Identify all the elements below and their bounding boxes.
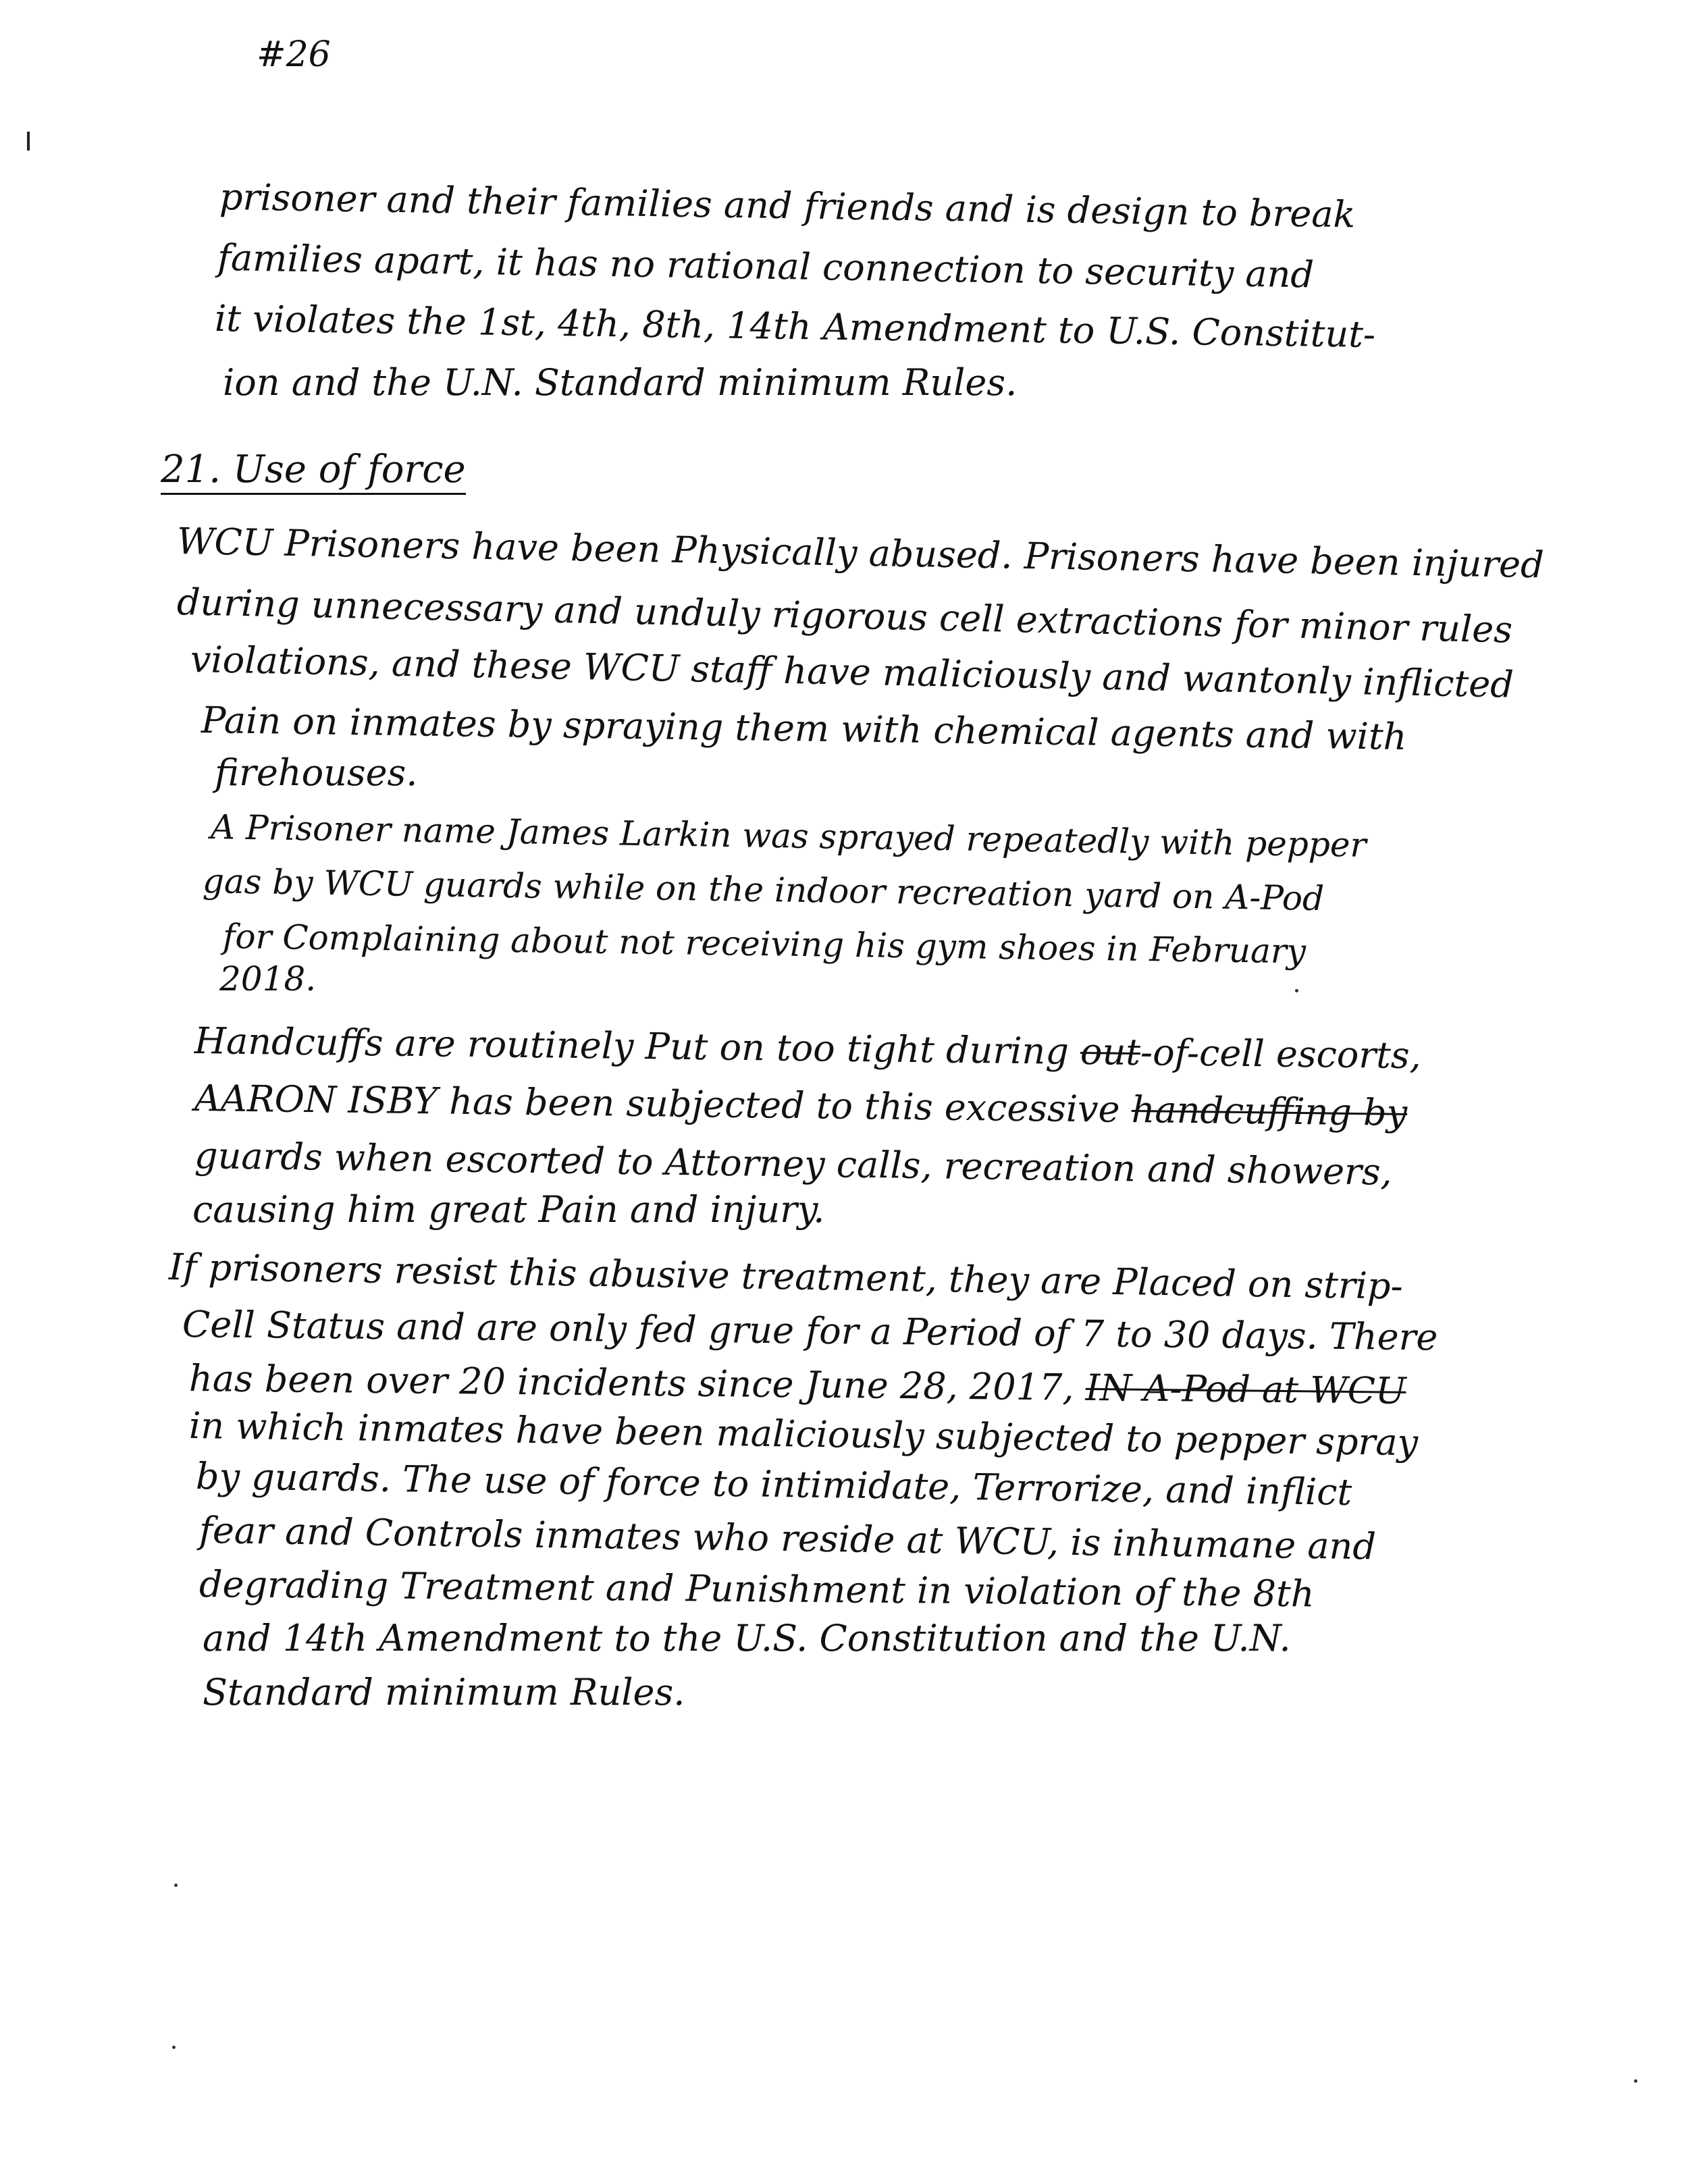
- struck-text: handcuffing by: [1131, 1088, 1408, 1134]
- text-segment: has been over 20 incidents since June 28, 2017,: [188, 1357, 1086, 1409]
- paragraph-line: gas by WCU guards while on the indoor recreation yard on A-Pod: [202, 861, 1325, 919]
- paragraph-line: Cell Status and are only fed grue for a Period of 7 to 30 days. There: [182, 1303, 1438, 1359]
- text-segment: -of-cell escorts,: [1140, 1031, 1422, 1077]
- paragraph-line: [194, 1077, 1408, 1134]
- paragraph-line: Standard minimum Rules.: [203, 1671, 685, 1713]
- paragraph-line: WCU Prisoners have been Physically abused. Prisoners have been injured: [176, 520, 1545, 587]
- struck-text: IN A-Pod at WCU: [1085, 1366, 1406, 1412]
- text-segment: Handcuffs are routinely Put on too tight during: [194, 1019, 1081, 1073]
- scan-mark: [27, 132, 30, 151]
- paragraph-line: [188, 1357, 1406, 1412]
- paragraph-line: [194, 1019, 1422, 1077]
- paragraph-line: causing him great Pain and injury.: [192, 1188, 825, 1231]
- paragraph-line: Pain on inmates by spraying them with chemical agents and with: [201, 699, 1407, 758]
- continuation-line: ion and the U.N. Standard minimum Rules.: [223, 361, 1018, 404]
- text-segment: AARON ISBY has been subjected to this excessive: [194, 1077, 1132, 1131]
- paragraph-line: A Prisoner name James Larkin was sprayed repeatedly with pepper: [210, 807, 1367, 865]
- paragraph-line: and 14th Amendment to the U.S. Constitution and the U.N.: [203, 1617, 1291, 1659]
- section-heading: 21. Use of force: [161, 451, 466, 495]
- paragraph-line: If prisoners resist this abusive treatment, they are Placed on strip-: [168, 1246, 1404, 1308]
- continuation-line: it violates the 1st, 4th, 8th, 14th Amendment to U.S. Constitut-: [214, 297, 1376, 356]
- paragraph-line: violations, and these WCU staff have maliciously and wantonly inflicted: [190, 638, 1514, 706]
- paragraph-line: for Complaining about not receiving his gym shoes in February: [222, 917, 1307, 971]
- paragraph-line: 2018.: [219, 959, 317, 998]
- paragraph-line: in which inmates have been maliciously subjected to pepper spray: [188, 1404, 1419, 1464]
- page-number: #26: [257, 34, 331, 75]
- struck-text: out: [1080, 1030, 1141, 1074]
- continuation-line: prisoner and their families and friends and is design to break: [219, 176, 1356, 236]
- continuation-line: families apart, it has no rational connection to security and: [217, 236, 1315, 296]
- paragraph-line: by guards. The use of force to intimidate, Terrorize, and inflict: [195, 1455, 1352, 1514]
- scan-dot: [1295, 989, 1298, 992]
- paragraph-line: guards when escorted to Attorney calls, recreation and showers,: [194, 1134, 1393, 1194]
- paragraph-line: fear and Controls inmates who reside at WCU, is inhumane and: [199, 1509, 1377, 1568]
- paragraph-line: degrading Treatment and Punishment in violation of the 8th: [199, 1563, 1315, 1616]
- scan-dot: [174, 1884, 178, 1887]
- paragraph-line: firehouses.: [215, 751, 418, 794]
- paragraph-line: during unnecessary and unduly rigorous cell extractions for minor rules: [176, 581, 1513, 651]
- scan-dot: [1634, 2079, 1637, 2083]
- scan-dot: [172, 2046, 176, 2049]
